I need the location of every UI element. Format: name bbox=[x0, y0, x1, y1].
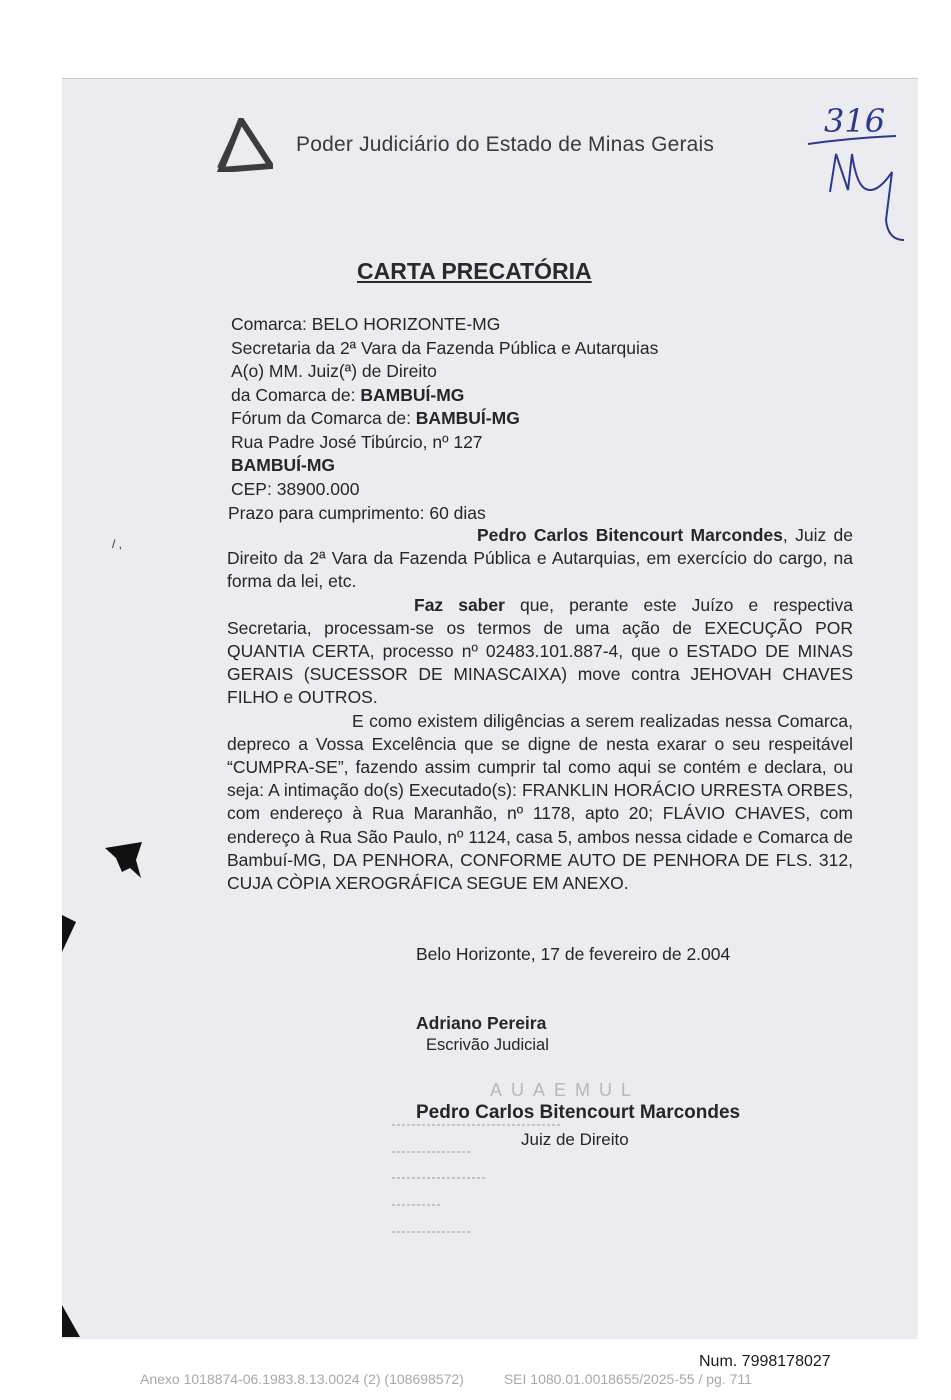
footer-annex: Anexo 1018874-06.1983.8.13.0024 (2) (108698572) bbox=[140, 1371, 464, 1387]
document-title: CARTA PRECATÓRIA bbox=[357, 258, 592, 284]
comarca-line bbox=[231, 384, 658, 408]
folio-number: 316 bbox=[824, 102, 886, 140]
paragraph-judge-text: , Juiz de Direito da 2ª Vara da Fazenda Pública e Autarquias, em exercício do cargo, na forma da lei, etc. bbox=[227, 525, 853, 592]
comarca-value: BAMBUÍ-MG bbox=[360, 384, 465, 405]
paragraph-request: E como existem diligências a serem realizadas nessa Comarca, depreco a Vossa Excelência que se digne de nesta exarar o seu respeitável “CUMPRA-SE”, fazendo assim cumprir tal como aqui se contém e declara, ou seja: A intimação do(s) Executado(s): FRANKLIN HORÁCIO URRESTA ORBES, com endereço à Rua Maranhão, nº 1178, apto 20; FLÁVIO CHAVES, com endereço à Rua São Paulo, nº 1124, casa 5, ambos nessa cidade e Comarca de Bambuí-MG, DA PENHORA, CONFORME AUTO DE PENHORA DE FLS. 312, CUJA CÒPIA XEROGRÁFICA SEGUE EM ANEXO. bbox=[227, 710, 853, 894]
document-date: Belo Horizonte, 17 de fevereiro de 2.004 bbox=[416, 944, 731, 964]
court-logo-icon bbox=[215, 118, 273, 172]
edge-mark-left bbox=[62, 915, 76, 952]
street-line: Rua Padre José Tibúrcio, nº 127 bbox=[231, 431, 483, 452]
city-line bbox=[231, 454, 658, 478]
forum-line bbox=[231, 407, 658, 431]
comarca-label: da Comarca de: bbox=[231, 384, 361, 405]
document-body bbox=[227, 524, 853, 895]
cep-line: CEP: 38900.000 bbox=[231, 478, 360, 499]
court-name: Poder Judiciário do Estado de Minas Gerais bbox=[296, 133, 715, 156]
paragraph-notice bbox=[227, 594, 853, 710]
svg-text:/ ,: / , bbox=[112, 537, 123, 551]
addressee-line-2: Secretaria da 2ª Vara da Fazenda Pública e Autarquias bbox=[231, 337, 659, 358]
ink-blot bbox=[105, 842, 142, 878]
paragraph-notice-text: que, perante este Juízo e respectiva Secretaria, processam-se os termos de uma ação de EXECUÇÃO POR QUANTIA CERTA, processo nº 02483.101.887-4, que o ESTADO DE MINAS GERAIS (SUCESSOR DE MINASCAIXA) move contra JEHOVAH CHAVES FILHO e OUTROS. bbox=[227, 594, 854, 708]
notice-lead: Faz saber bbox=[414, 594, 505, 615]
faded-stamp: AUAEMUL bbox=[490, 1080, 641, 1100]
addressee-line-1: Comarca: BELO HORIZONTE-MG bbox=[231, 314, 501, 334]
judge-name-inline: Pedro Carlos Bitencourt Marcondes bbox=[477, 525, 783, 545]
page-footer bbox=[140, 1371, 752, 1387]
city-value: BAMBUÍ-MG bbox=[231, 455, 336, 475]
addressee-line-3: A(o) MM. Juiz(ª) de Direito bbox=[231, 361, 437, 381]
paragraph-judge bbox=[227, 524, 853, 594]
footer-sei: SEI 1080.01.0018655/2025-55 / pg. 711 bbox=[503, 1371, 752, 1387]
forum-value: BAMBUÍ-MG bbox=[415, 408, 520, 428]
edge-mark-bottom bbox=[62, 1305, 80, 1337]
deadline-line: Prazo para cumprimento: 60 dias bbox=[228, 503, 486, 523]
folio-handwriting bbox=[800, 92, 915, 247]
document-number: Num. 7998178027 bbox=[699, 1353, 831, 1370]
clerk-name: Adriano Pereira bbox=[416, 1013, 547, 1033]
forum-label: Fórum da Comarca de: bbox=[231, 408, 416, 428]
addressee-block bbox=[231, 313, 658, 501]
judge-signature-role: Juiz de Direito bbox=[521, 1130, 629, 1149]
clerk-role: Escrivão Judicial bbox=[426, 1036, 549, 1054]
judge-signature-name: Pedro Carlos Bitencourt Marcondes bbox=[416, 1102, 741, 1123]
